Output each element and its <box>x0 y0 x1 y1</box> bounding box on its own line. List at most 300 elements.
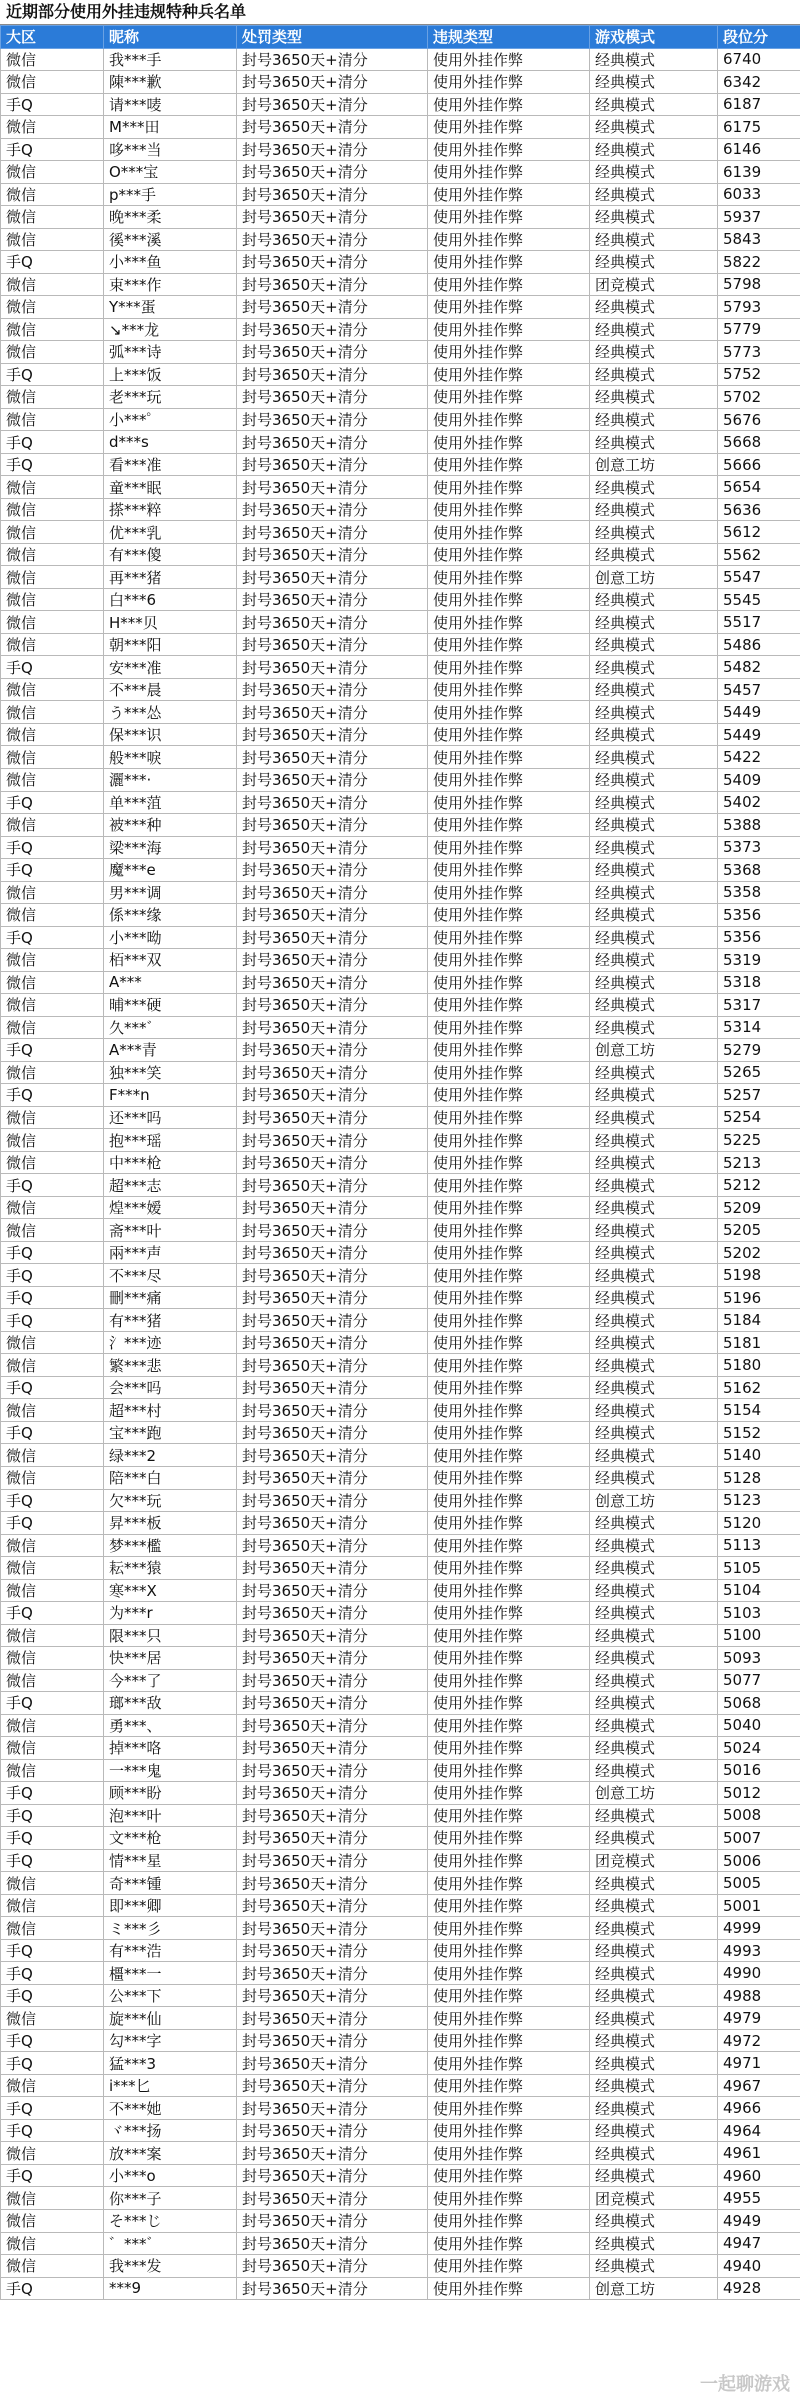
cell-region: 微信 <box>1 1196 104 1219</box>
cell-region: 微信 <box>1 1061 104 1084</box>
table-row <box>1 1624 800 1647</box>
cell-nickname: 昇***板 <box>104 1512 237 1535</box>
cell-nickname: 小***呦 <box>104 926 237 949</box>
cell-violation-type: 使用外挂作弊 <box>428 1376 590 1399</box>
cell-rank-score: 5319 <box>718 949 800 972</box>
cell-region: 微信 <box>1 296 104 319</box>
table-row <box>1 251 800 274</box>
cell-violation-type: 使用外挂作弊 <box>428 566 590 589</box>
cell-region: 微信 <box>1 1579 104 1602</box>
cell-violation-type: 使用外挂作弊 <box>428 71 590 94</box>
cell-nickname: F***n <box>104 1084 237 1107</box>
cell-region: 微信 <box>1 1737 104 1760</box>
cell-rank-score: 5317 <box>718 994 800 1017</box>
cell-violation-type: 使用外挂作弊 <box>428 994 590 1017</box>
cell-penalty-type: 封号3650天+清分 <box>237 949 428 972</box>
cell-game-mode: 经典模式 <box>590 161 718 184</box>
cell-penalty-type: 封号3650天+清分 <box>237 1984 428 2007</box>
table-row <box>1 701 800 724</box>
cell-nickname: う***怂 <box>104 701 237 724</box>
cell-penalty-type: 封号3650天+清分 <box>237 588 428 611</box>
cell-penalty-type: 封号3650天+清分 <box>237 1084 428 1107</box>
cell-violation-type: 使用外挂作弊 <box>428 1354 590 1377</box>
cell-penalty-type: 封号3650天+清分 <box>237 476 428 499</box>
cell-rank-score: 5123 <box>718 1489 800 1512</box>
cell-penalty-type: 封号3650天+清分 <box>237 1759 428 1782</box>
cell-region: 手Q <box>1 1804 104 1827</box>
cell-region: 微信 <box>1 2255 104 2278</box>
cell-penalty-type: 封号3650天+清分 <box>237 1421 428 1444</box>
table-row <box>1 2119 800 2142</box>
cell-violation-type: 使用外挂作弊 <box>428 138 590 161</box>
cell-violation-type: 使用外挂作弊 <box>428 656 590 679</box>
cell-region: 微信 <box>1 1466 104 1489</box>
table-row <box>1 1466 800 1489</box>
table-row <box>1 723 800 746</box>
cell-nickname: 还***吗 <box>104 1106 237 1129</box>
cell-nickname: 小***鱼 <box>104 251 237 274</box>
table-row <box>1 2029 800 2052</box>
cell-violation-type: 使用外挂作弊 <box>428 1872 590 1895</box>
cell-penalty-type: 封号3650天+清分 <box>237 48 428 71</box>
header-penalty-type: 处罚类型 <box>237 26 428 49</box>
cell-penalty-type: 封号3650天+清分 <box>237 2187 428 2210</box>
cell-rank-score: 5798 <box>718 273 800 296</box>
cell-region: 微信 <box>1 386 104 409</box>
cell-region: 手Q <box>1 1782 104 1805</box>
cell-game-mode: 经典模式 <box>590 2097 718 2120</box>
cell-game-mode: 经典模式 <box>590 138 718 161</box>
cell-violation-type: 使用外挂作弊 <box>428 1782 590 1805</box>
cell-region: 微信 <box>1 769 104 792</box>
cell-game-mode: 经典模式 <box>590 521 718 544</box>
cell-region: 微信 <box>1 273 104 296</box>
cell-rank-score: 4971 <box>718 2052 800 2075</box>
cell-rank-score: 5356 <box>718 904 800 927</box>
cell-penalty-type: 封号3650天+清分 <box>237 431 428 454</box>
cell-violation-type: 使用外挂作弊 <box>428 1421 590 1444</box>
table-row <box>1 904 800 927</box>
cell-nickname: 有***浩 <box>104 1939 237 1962</box>
cell-nickname: 男***调 <box>104 881 237 904</box>
cell-nickname: 快***居 <box>104 1647 237 1670</box>
table-row <box>1 1174 800 1197</box>
table-row <box>1 1917 800 1940</box>
cell-rank-score: 6187 <box>718 93 800 116</box>
cell-violation-type: 使用外挂作弊 <box>428 746 590 769</box>
cell-violation-type: 使用外挂作弊 <box>428 48 590 71</box>
cell-region: 微信 <box>1 971 104 994</box>
table-row <box>1 566 800 589</box>
cell-rank-score: 5005 <box>718 1872 800 1895</box>
cell-game-mode: 经典模式 <box>590 1061 718 1084</box>
cell-nickname: 有***傻 <box>104 543 237 566</box>
cell-penalty-type: 封号3650天+清分 <box>237 1129 428 1152</box>
table-row <box>1 836 800 859</box>
table-row <box>1 1196 800 1219</box>
cell-nickname: 掉***咯 <box>104 1737 237 1760</box>
cell-penalty-type: 封号3650天+清分 <box>237 2052 428 2075</box>
cell-penalty-type: 封号3650天+清分 <box>237 341 428 364</box>
cell-violation-type: 使用外挂作弊 <box>428 949 590 972</box>
cell-game-mode: 经典模式 <box>590 2142 718 2165</box>
cell-region: 微信 <box>1 183 104 206</box>
cell-nickname: 束***作 <box>104 273 237 296</box>
cell-nickname: 有***猪 <box>104 1309 237 1332</box>
cell-region: 微信 <box>1 2074 104 2097</box>
cell-penalty-type: 封号3650天+清分 <box>237 71 428 94</box>
cell-rank-score: 5103 <box>718 1602 800 1625</box>
cell-nickname: 一***鬼 <box>104 1759 237 1782</box>
cell-region: 手Q <box>1 1421 104 1444</box>
cell-game-mode: 经典模式 <box>590 1827 718 1850</box>
cell-violation-type: 使用外挂作弊 <box>428 408 590 431</box>
cell-violation-type: 使用外挂作弊 <box>428 273 590 296</box>
table-row <box>1 1129 800 1152</box>
cell-region: 微信 <box>1 521 104 544</box>
cell-rank-score: 5702 <box>718 386 800 409</box>
cell-nickname: 顾***盼 <box>104 1782 237 1805</box>
table-row <box>1 656 800 679</box>
cell-penalty-type: 封号3650天+清分 <box>237 859 428 882</box>
table-row <box>1 1039 800 1062</box>
cell-violation-type: 使用外挂作弊 <box>428 1264 590 1287</box>
cell-rank-score: 5180 <box>718 1354 800 1377</box>
cell-penalty-type: 封号3650天+清分 <box>237 1737 428 1760</box>
watermark-text: 一起聊游戏 <box>700 2374 790 2395</box>
cell-nickname: 会***吗 <box>104 1376 237 1399</box>
table-row <box>1 1737 800 1760</box>
table-row <box>1 1264 800 1287</box>
table-row <box>1 1309 800 1332</box>
cell-nickname: 放***案 <box>104 2142 237 2165</box>
cell-violation-type: 使用外挂作弊 <box>428 1759 590 1782</box>
cell-game-mode: 经典模式 <box>590 1624 718 1647</box>
cell-nickname: ヾ***扬 <box>104 2119 237 2142</box>
cell-nickname: i***匕 <box>104 2074 237 2097</box>
header-rank-score: 段位分 <box>718 26 800 49</box>
cell-penalty-type: 封号3650天+清分 <box>237 251 428 274</box>
table-row <box>1 498 800 521</box>
table-row <box>1 71 800 94</box>
cell-rank-score: 5402 <box>718 791 800 814</box>
cell-nickname: 请***唛 <box>104 93 237 116</box>
cell-rank-score: 5562 <box>718 543 800 566</box>
cell-game-mode: 经典模式 <box>590 881 718 904</box>
cell-nickname: 耘***猿 <box>104 1557 237 1580</box>
table-row <box>1 183 800 206</box>
cell-violation-type: 使用外挂作弊 <box>428 206 590 229</box>
cell-region: 微信 <box>1 723 104 746</box>
table-row <box>1 2074 800 2097</box>
cell-nickname: 抱***瑶 <box>104 1129 237 1152</box>
cell-violation-type: 使用外挂作弊 <box>428 1241 590 1264</box>
cell-violation-type: 使用外挂作弊 <box>428 1219 590 1242</box>
cell-violation-type: 使用外挂作弊 <box>428 1151 590 1174</box>
cell-rank-score: 6740 <box>718 48 800 71</box>
cell-game-mode: 经典模式 <box>590 1174 718 1197</box>
cell-rank-score: 4964 <box>718 2119 800 2142</box>
table-row <box>1 746 800 769</box>
cell-nickname: 弧***诗 <box>104 341 237 364</box>
cell-nickname: 不***尽 <box>104 1264 237 1287</box>
cell-nickname: 奇***锺 <box>104 1872 237 1895</box>
cell-penalty-type: 封号3650天+清分 <box>237 1264 428 1287</box>
cell-violation-type: 使用外挂作弊 <box>428 1579 590 1602</box>
cell-rank-score: 5822 <box>718 251 800 274</box>
cell-game-mode: 经典模式 <box>590 71 718 94</box>
cell-region: 微信 <box>1 318 104 341</box>
cell-region: 微信 <box>1 588 104 611</box>
table-row <box>1 1286 800 1309</box>
cell-rank-score: 5198 <box>718 1264 800 1287</box>
cell-region: 微信 <box>1 1894 104 1917</box>
cell-nickname: 看***准 <box>104 453 237 476</box>
cell-violation-type: 使用外挂作弊 <box>428 1399 590 1422</box>
cell-game-mode: 经典模式 <box>590 2074 718 2097</box>
cell-violation-type: 使用外挂作弊 <box>428 1984 590 2007</box>
cell-nickname: 独***笑 <box>104 1061 237 1084</box>
cell-nickname: 你***子 <box>104 2187 237 2210</box>
cell-nickname: 上***饭 <box>104 363 237 386</box>
cell-rank-score: 5388 <box>718 814 800 837</box>
cell-game-mode: 经典模式 <box>590 183 718 206</box>
cell-game-mode: 经典模式 <box>590 836 718 859</box>
cell-game-mode: 经典模式 <box>590 431 718 454</box>
cell-game-mode: 经典模式 <box>590 1692 718 1715</box>
cell-rank-score: 5517 <box>718 611 800 634</box>
cell-game-mode: 经典模式 <box>590 2007 718 2030</box>
cell-penalty-type: 封号3650天+清分 <box>237 769 428 792</box>
cell-game-mode: 经典模式 <box>590 2232 718 2255</box>
table-row <box>1 1376 800 1399</box>
cell-game-mode: 经典模式 <box>590 859 718 882</box>
cell-penalty-type: 封号3650天+清分 <box>237 2119 428 2142</box>
cell-game-mode: 经典模式 <box>590 1016 718 1039</box>
cell-region: 微信 <box>1 161 104 184</box>
cell-rank-score: 4999 <box>718 1917 800 1940</box>
cell-nickname: O***宝 <box>104 161 237 184</box>
cell-game-mode: 经典模式 <box>590 678 718 701</box>
cell-nickname: 晚***柔 <box>104 206 237 229</box>
cell-game-mode: 经典模式 <box>590 543 718 566</box>
cell-game-mode: 经典模式 <box>590 1939 718 1962</box>
cell-region: 手Q <box>1 2029 104 2052</box>
cell-game-mode: 经典模式 <box>590 904 718 927</box>
cell-region: 微信 <box>1 1872 104 1895</box>
cell-rank-score: 5006 <box>718 1849 800 1872</box>
cell-game-mode: 经典模式 <box>590 769 718 792</box>
cell-game-mode: 经典模式 <box>590 363 718 386</box>
cell-game-mode: 经典模式 <box>590 1894 718 1917</box>
table-row <box>1 2142 800 2165</box>
cell-nickname: 宝***跑 <box>104 1421 237 1444</box>
cell-violation-type: 使用外挂作弊 <box>428 296 590 319</box>
cell-violation-type: 使用外挂作弊 <box>428 1714 590 1737</box>
cell-violation-type: 使用外挂作弊 <box>428 2277 590 2300</box>
cell-rank-score: 5676 <box>718 408 800 431</box>
cell-rank-score: 6175 <box>718 116 800 139</box>
table-row <box>1 2097 800 2120</box>
cell-nickname: 陳***歉 <box>104 71 237 94</box>
cell-region: 手Q <box>1 1512 104 1535</box>
cell-penalty-type: 封号3650天+清分 <box>237 1286 428 1309</box>
cell-game-mode: 经典模式 <box>590 1962 718 1985</box>
cell-violation-type: 使用外挂作弊 <box>428 363 590 386</box>
cell-violation-type: 使用外挂作弊 <box>428 1917 590 1940</box>
cell-region: 微信 <box>1 476 104 499</box>
table-row <box>1 1894 800 1917</box>
table-row <box>1 859 800 882</box>
table-row <box>1 431 800 454</box>
cell-penalty-type: 封号3650天+清分 <box>237 2097 428 2120</box>
cell-region: 微信 <box>1 1016 104 1039</box>
cell-nickname: 小***o <box>104 2164 237 2187</box>
cell-penalty-type: 封号3650天+清分 <box>237 746 428 769</box>
cell-penalty-type: 封号3650天+清分 <box>237 2277 428 2300</box>
cell-penalty-type: 封号3650天+清分 <box>237 273 428 296</box>
table-row <box>1 1534 800 1557</box>
cell-rank-score: 5196 <box>718 1286 800 1309</box>
cell-rank-score: 5279 <box>718 1039 800 1062</box>
cell-penalty-type: 封号3650天+清分 <box>237 1804 428 1827</box>
cell-nickname: 旋***仙 <box>104 2007 237 2030</box>
cell-penalty-type: 封号3650天+清分 <box>237 791 428 814</box>
table-row <box>1 1984 800 2007</box>
table-row <box>1 1872 800 1895</box>
cell-region: 微信 <box>1 1219 104 1242</box>
cell-nickname: 公***下 <box>104 1984 237 2007</box>
cell-penalty-type: 封号3650天+清分 <box>237 1151 428 1174</box>
cell-rank-score: 5181 <box>718 1331 800 1354</box>
cell-violation-type: 使用外挂作弊 <box>428 1039 590 1062</box>
cell-game-mode: 经典模式 <box>590 1151 718 1174</box>
table-row <box>1 1827 800 1850</box>
cell-game-mode: 创意工坊 <box>590 566 718 589</box>
cell-violation-type: 使用外挂作弊 <box>428 2097 590 2120</box>
cell-violation-type: 使用外挂作弊 <box>428 2119 590 2142</box>
cell-nickname: 哆***当 <box>104 138 237 161</box>
cell-violation-type: 使用外挂作弊 <box>428 1466 590 1489</box>
table-row <box>1 2164 800 2187</box>
cell-violation-type: 使用外挂作弊 <box>428 1669 590 1692</box>
cell-rank-score: 5209 <box>718 1196 800 1219</box>
table-row <box>1 521 800 544</box>
cell-violation-type: 使用外挂作弊 <box>428 2029 590 2052</box>
table-row <box>1 116 800 139</box>
cell-rank-score: 5937 <box>718 206 800 229</box>
cell-game-mode: 经典模式 <box>590 1286 718 1309</box>
cell-game-mode: 团竞模式 <box>590 1849 718 1872</box>
cell-rank-score: 6146 <box>718 138 800 161</box>
cell-penalty-type: 封号3650天+清分 <box>237 1512 428 1535</box>
cell-penalty-type: 封号3650天+清分 <box>237 1241 428 1264</box>
cell-penalty-type: 封号3650天+清分 <box>237 1534 428 1557</box>
cell-violation-type: 使用外挂作弊 <box>428 881 590 904</box>
cell-game-mode: 经典模式 <box>590 656 718 679</box>
table-row <box>1 296 800 319</box>
cell-game-mode: 经典模式 <box>590 1872 718 1895</box>
cell-rank-score: 5422 <box>718 746 800 769</box>
cell-game-mode: 经典模式 <box>590 1421 718 1444</box>
cell-penalty-type: 封号3650天+清分 <box>237 701 428 724</box>
table-row <box>1 1016 800 1039</box>
cell-game-mode: 经典模式 <box>590 701 718 724</box>
cell-violation-type: 使用外挂作弊 <box>428 1692 590 1715</box>
table-row <box>1 93 800 116</box>
cell-game-mode: 经典模式 <box>590 1984 718 2007</box>
cell-region: 手Q <box>1 1174 104 1197</box>
cell-rank-score: 5040 <box>718 1714 800 1737</box>
cell-violation-type: 使用外挂作弊 <box>428 2164 590 2187</box>
cell-rank-score: 5254 <box>718 1106 800 1129</box>
cell-rank-score: 5457 <box>718 678 800 701</box>
cell-violation-type: 使用外挂作弊 <box>428 611 590 634</box>
cell-violation-type: 使用外挂作弊 <box>428 1084 590 1107</box>
cell-region: 微信 <box>1 881 104 904</box>
cell-penalty-type: 封号3650天+清分 <box>237 138 428 161</box>
cell-violation-type: 使用外挂作弊 <box>428 1129 590 1152</box>
cell-nickname: 煌***嫒 <box>104 1196 237 1219</box>
cell-rank-score: 5140 <box>718 1444 800 1467</box>
cell-game-mode: 经典模式 <box>590 1557 718 1580</box>
cell-region: 微信 <box>1 1917 104 1940</box>
cell-nickname: 保***识 <box>104 723 237 746</box>
cell-game-mode: 经典模式 <box>590 1219 718 1242</box>
cell-region: 微信 <box>1 228 104 251</box>
cell-violation-type: 使用外挂作弊 <box>428 2052 590 2075</box>
table-row <box>1 1151 800 1174</box>
cell-rank-score: 6033 <box>718 183 800 206</box>
cell-game-mode: 经典模式 <box>590 48 718 71</box>
cell-penalty-type: 封号3650天+清分 <box>237 1016 428 1039</box>
table-row <box>1 1692 800 1715</box>
cell-game-mode: 经典模式 <box>590 1129 718 1152</box>
table-row <box>1 363 800 386</box>
table-row <box>1 1241 800 1264</box>
cell-penalty-type: 封号3650天+清分 <box>237 543 428 566</box>
cell-violation-type: 使用外挂作弊 <box>428 386 590 409</box>
cell-rank-score: 4979 <box>718 2007 800 2030</box>
cell-rank-score: 5482 <box>718 656 800 679</box>
cell-region: 微信 <box>1 498 104 521</box>
cell-nickname: 係***缘 <box>104 904 237 927</box>
cell-rank-score: 5265 <box>718 1061 800 1084</box>
cell-region: 手Q <box>1 453 104 476</box>
cell-rank-score: 5008 <box>718 1804 800 1827</box>
table-row <box>1 949 800 972</box>
cell-violation-type: 使用外挂作弊 <box>428 2142 590 2165</box>
cell-region: 微信 <box>1 904 104 927</box>
cell-region: 微信 <box>1 1557 104 1580</box>
table-row <box>1 1579 800 1602</box>
cell-rank-score: 5016 <box>718 1759 800 1782</box>
cell-penalty-type: 封号3650天+清分 <box>237 386 428 409</box>
cell-region: 手Q <box>1 138 104 161</box>
cell-region: 手Q <box>1 1309 104 1332</box>
cell-nickname: ゛***゛ <box>104 2232 237 2255</box>
cell-nickname: 梁***海 <box>104 836 237 859</box>
cell-rank-score: 5449 <box>718 701 800 724</box>
cell-region: 微信 <box>1 2142 104 2165</box>
cell-game-mode: 经典模式 <box>590 2255 718 2278</box>
cell-game-mode: 经典模式 <box>590 746 718 769</box>
table-row <box>1 1962 800 1985</box>
cell-violation-type: 使用外挂作弊 <box>428 1174 590 1197</box>
cell-rank-score: 5545 <box>718 588 800 611</box>
cell-game-mode: 经典模式 <box>590 1354 718 1377</box>
cell-region: 手Q <box>1 1489 104 1512</box>
